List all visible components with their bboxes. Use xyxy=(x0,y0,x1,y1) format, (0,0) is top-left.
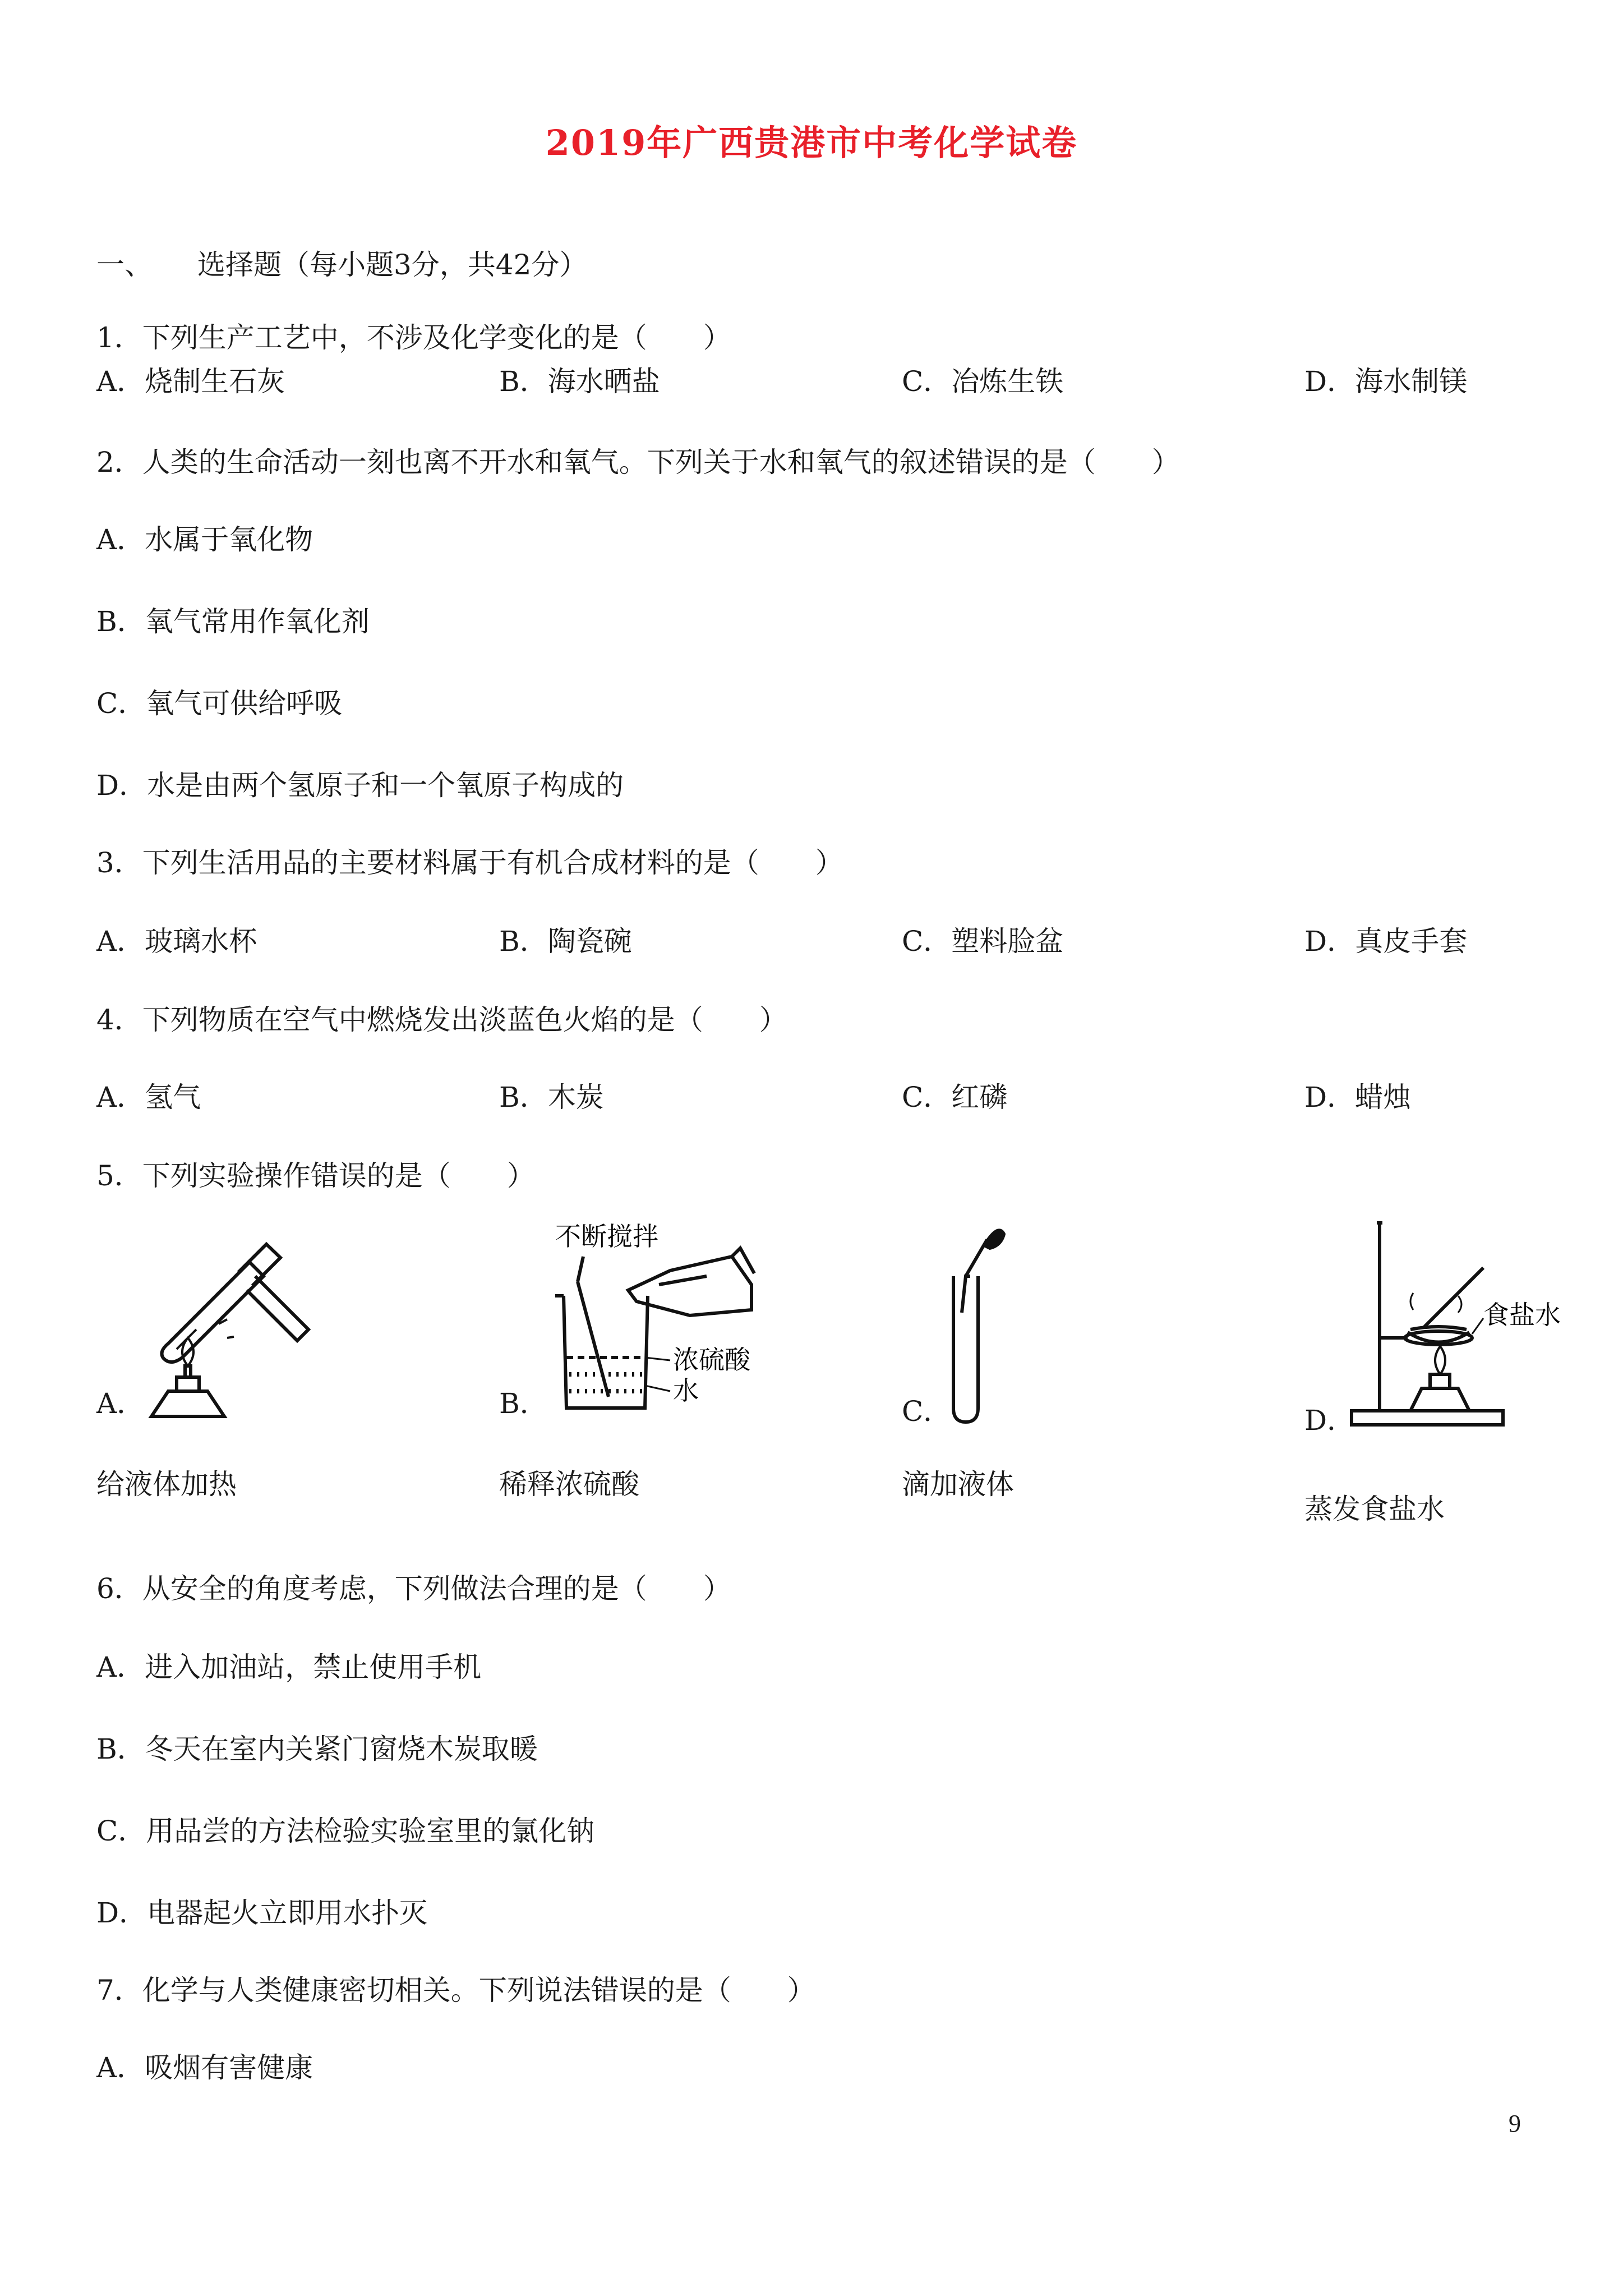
figure-diluting-acid xyxy=(538,1217,774,1419)
fig-label-water: 水 xyxy=(673,1375,699,1406)
q7-option-a: A．吸烟有害健康 xyxy=(96,2051,313,2084)
fig-label-salt-water: 食盐水 xyxy=(1483,1300,1561,1330)
q3-option-c: C．塑料脸盆 xyxy=(902,925,1064,958)
q5-caption-d: 蒸发食盐水 xyxy=(1304,1493,1445,1525)
q5-caption-b: 稀释浓硫酸 xyxy=(499,1468,639,1501)
page-number: 9 xyxy=(1509,2110,1521,2137)
q1-stem: 1．下列生产工艺中，不涉及化学变化的是（ ） xyxy=(96,321,731,354)
q2-stem: 2．人类的生命活动一刻也离不开水和氧气。下列关于水和氧气的叙述错误的是（ ） xyxy=(96,446,1180,478)
q5-option-b: B． xyxy=(499,1387,548,1420)
q5-option-a: A． xyxy=(96,1387,145,1420)
q1-option-a: A．烧制生石灰 xyxy=(96,365,285,398)
q2-option-d: D．水是由两个氢原子和一个氧原子构成的 xyxy=(96,769,624,802)
section-text: 选择题（每小题3分，共42分） xyxy=(197,249,588,281)
q2-option-c: C．氧气可供给呼吸 xyxy=(96,687,343,720)
fig-label-stir: 不断搅拌 xyxy=(555,1221,658,1251)
q3-option-d: D．真皮手套 xyxy=(1304,925,1468,958)
exam-title: 2019年广西贵港市中考化学试卷 xyxy=(545,122,1078,163)
q4-option-d: D．蜡烛 xyxy=(1304,1081,1412,1114)
q3-stem: 3．下列生活用品的主要材料属于有机合成材料的是（ ） xyxy=(96,846,843,879)
q2-option-b: B．氧气常用作氧化剂 xyxy=(96,605,370,638)
q6-option-a: A．进入加油站，禁止使用手机 xyxy=(96,1651,482,1683)
q4-option-c: C．红磷 xyxy=(902,1081,1008,1114)
q4-stem: 4．下列物质在空气中燃烧发出淡蓝色火焰的是（ ） xyxy=(96,1004,787,1036)
section-number: 一、 xyxy=(96,249,153,281)
q6-option-b: B．冬天在室内关紧门窗烧木炭取暖 xyxy=(96,1733,538,1765)
q1-option-b: B．海水晒盐 xyxy=(499,365,660,398)
q5-option-d: D． xyxy=(1304,1404,1355,1437)
section-heading xyxy=(96,247,587,283)
q1-option-c: C．冶炼生铁 xyxy=(902,365,1064,398)
q5-option-c: C． xyxy=(902,1395,952,1428)
q2-option-a: A．水属于氧化物 xyxy=(96,523,313,556)
q1-option-d: D．海水制镁 xyxy=(1304,365,1468,398)
q6-option-c: C．用品尝的方法检验实验室里的氯化钠 xyxy=(96,1815,595,1847)
q4-option-b: B．木炭 xyxy=(499,1081,604,1114)
fig-label-acid: 浓硫酸 xyxy=(673,1345,750,1375)
figure-evaporation xyxy=(1346,1212,1581,1430)
q5-caption-c: 滴加液体 xyxy=(902,1468,1014,1501)
figure-heating-liquid xyxy=(129,1228,314,1419)
q5-stem: 5．下列实验操作错误的是（ ） xyxy=(96,1159,535,1192)
q4-option-a: A．氢气 xyxy=(96,1081,201,1114)
q6-option-d: D．电器起火立即用水扑灭 xyxy=(96,1897,428,1929)
q6-stem: 6．从安全的角度考虑，下列做法合理的是（ ） xyxy=(96,1572,731,1605)
q3-option-a: A．玻璃水杯 xyxy=(96,925,257,958)
q7-stem: 7．化学与人类健康密切相关。下列说法错误的是（ ） xyxy=(96,1974,815,2007)
q3-option-b: B．陶瓷碗 xyxy=(499,925,632,958)
q5-caption-a: 给液体加热 xyxy=(96,1468,237,1501)
